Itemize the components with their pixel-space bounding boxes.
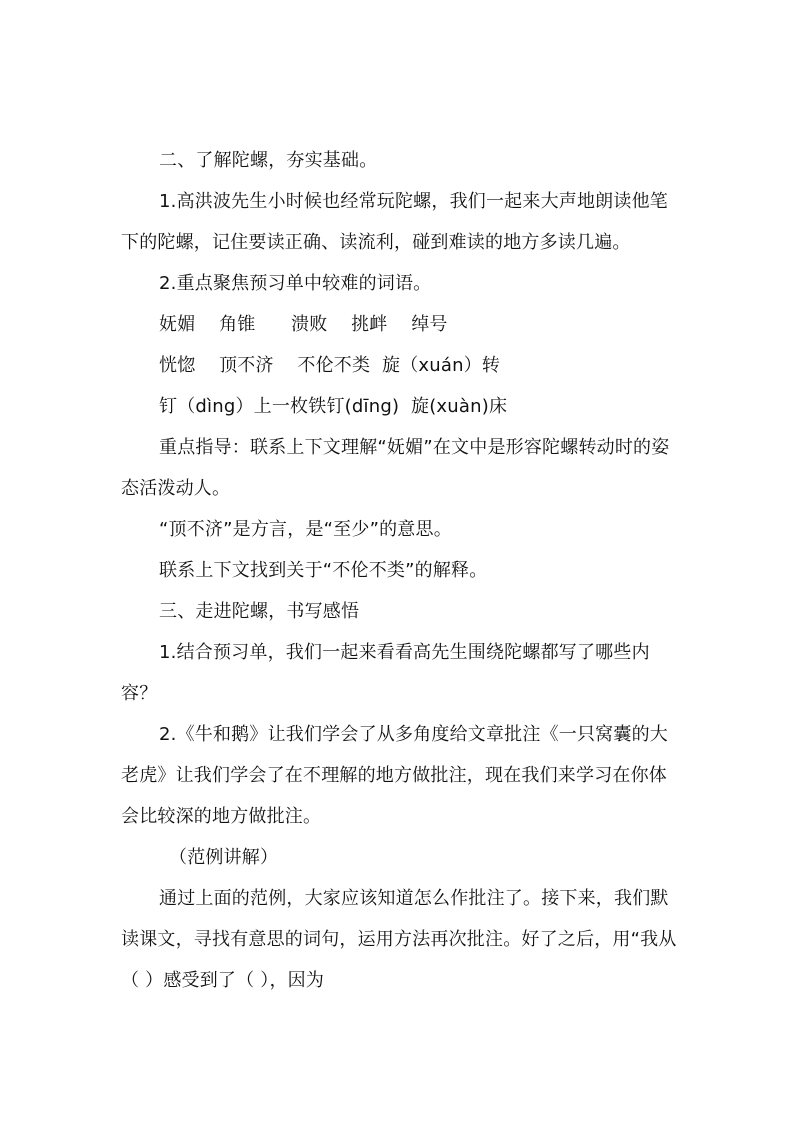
- paragraph-dialect: “顶不济”是方言，是“至少”的意思。: [159, 519, 452, 540]
- vocabulary-row-3: 钉（dìng）上一枚铁钉(dīng) 旋(xuàn)床: [159, 396, 508, 417]
- paragraph-guidance: 重点指导：联系上下文理解“妩媚”在文中是形容陀螺转动时的姿态活泼动人。: [121, 437, 670, 499]
- paragraph-read-aloud: 1.高洪波先生小时候也经常玩陀螺，我们一起来大声地朗读他笔下的陀螺，记住要读正确、读流利，碰到难读的地方多读几遍。: [121, 191, 668, 253]
- section-heading-2: 二、了解陀螺，夯实基础。: [159, 150, 378, 171]
- paragraph-closing-instruction: 通过上面的范例，大家应该知道怎么作批注了。接下来，我们默读课文，寻找有意思的词句，运用方法再次批注。好了之后，用“我从（ ）感受到了（ ），因为: [121, 888, 677, 991]
- paragraph-content-question: 1.结合预习单，我们一起来看看高先生围绕陀螺都写了哪些内容？: [121, 642, 650, 704]
- paragraph-focus-words: 2.重点聚焦预习单中较难的词语。: [159, 273, 432, 294]
- document-body: [121, 140, 681, 1001]
- vocabulary-row-1: 妩媚 角锥 溃败 挑衅 绰号: [159, 314, 448, 335]
- section-heading-3: 三、走进陀螺，书写感悟: [159, 601, 360, 622]
- vocabulary-row-2: 恍惚 顶不济 不伦不类 旋（xuán）转: [159, 355, 501, 376]
- paragraph-annotation-method: 2.《牛和鹅》让我们学会了从多角度给文章批注《一只窝囊的大老虎》让我们学会了在不理解的地方做批注，现在我们来学习在你体会比较深的地方做批注。: [121, 724, 668, 827]
- paragraph-context: 联系上下文找到关于“不伦不类”的解释。: [159, 560, 488, 581]
- paragraph-example-note: （范例讲解）: [169, 847, 279, 868]
